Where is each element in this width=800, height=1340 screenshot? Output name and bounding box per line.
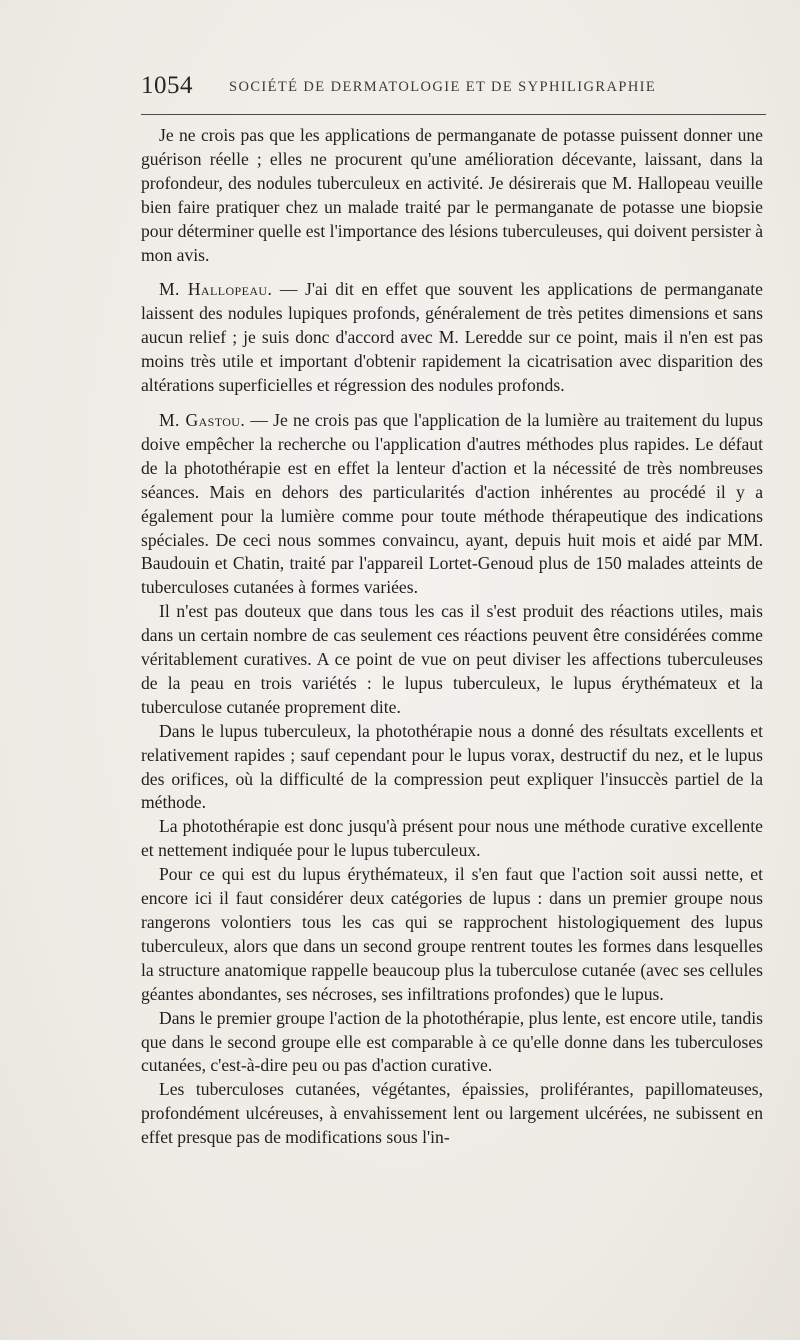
paragraph-text: Il n'est pas douteux que dans tous les cas il s'est produit des réactions utiles, mais dans un certain nombre de cas seulement ces réactions peuvent être considérées comme véritablement curatives. A ce point de vue on peut diviser les affections tuberculeuses de la peau en trois variétés : le lupus tuberculeux, le lupus érythémateux et la tuberculose cutanée proprement dite. (141, 601, 763, 717)
speaker-name: M. Hallopeau. (159, 279, 273, 300)
paragraph (141, 720, 763, 816)
paragraph (141, 1007, 763, 1079)
paragraph (141, 815, 763, 863)
running-head: SOCIÉTÉ DE DERMATOLOGIE ET DE SYPHILIGRAPHIE (229, 79, 657, 95)
paragraph (141, 1078, 763, 1150)
body-text (141, 124, 763, 1150)
header-rule (141, 114, 766, 115)
paragraph-text: La photothérapie est donc jusqu'à présent pour nous une méthode curative excellente et nettement indiquée pour le lupus tuberculeux. (141, 816, 763, 861)
paragraph-text: Dans le premier groupe l'action de la photothérapie, plus lente, est encore utile, tandis que dans le second groupe elle est comparable à ce qu'elle donne dans les tuberculoses cutanées, c'est-à-dire peu ou pas d'action curative. (141, 1007, 763, 1076)
paragraph-text: — Je ne crois pas que l'application de la lumière au traitement du lupus doive empêcher la recherche ou l'application d'autres méthodes plus rapides. Le défaut de la photothérapie est en effet la lenteur d'action et la nécessité de très nombreuses séances. Mais en dehors des particularités d'action inhérentes au procédé il y a également pour la lumière comme pour toute méthode thérapeutique des indications spéciales. De ceci nous sommes convaincu, ayant, depuis huit mois et aidé par MM. Baudouin et Chatin, traité par l'appareil Lortet-Genoud plus de 150 malades atteints de tuberculoses cutanées à formes variées. (141, 409, 763, 598)
paragraph-text: Dans le lupus tuberculeux, la photothérapie nous a donné des résultats excellents et relativement rapides ; sauf cependant pour le lupus vorax, destructif du nez, et le lupus des orifices, où la difficulté de la compression peut expliquer l'insuccès partiel de la méthode. (141, 720, 763, 813)
paragraph-text: Pour ce qui est du lupus érythémateux, il s'en faut que l'action soit aussi nette, et encore ici il faut considérer deux catégories de lupus : dans un premier groupe nous rangerons volontiers tous les cas qui se rapprochent histologiquement des lupus tuberculeux, alors que dans un second groupe rentrent toutes les formes dans lesquelles la structure anatomique rappelle beaucoup plus la tuberculose cutanée (avec ses cellules géantes abondantes, ses nécroses, ses infiltrations profondes) que le lupus. (141, 864, 763, 1004)
paragraph (141, 124, 763, 267)
paragraph-text: — J'ai dit en effet que souvent les applications de permanganate laissent des nodules lupiques profonds, généralement de très petites dimensions et sans aucun relief ; je suis donc d'accord avec M. Leredde sur ce point, mais il n'en est pas moins très utile et important d'obtenir rapidement la cicatrisation avec disparition des altérations superficielles et régression des nodules profonds. (141, 279, 763, 396)
paragraph (141, 600, 763, 720)
paragraph (141, 278, 763, 398)
paragraph-text: Les tuberculoses cutanées, végétantes, épaissies, proliférantes, papillomateuses, profondément ulcéreuses, à envahissement lent ou largement ulcérées, ne subissent en effet presque pas de modifications sous l'in- (141, 1079, 763, 1148)
page-header (141, 70, 761, 106)
paragraph (141, 863, 763, 1006)
speaker-name: M. Gastou. (159, 409, 246, 430)
paragraph (141, 409, 763, 600)
paragraph-text: Je ne crois pas que les applications de permanganate de potasse puissent donner une guérison réelle ; elles ne procurent qu'une amélioration décevante, laissant, dans la profondeur, des nodules tuberculeux en activité. Je désirerais que M. Hallopeau veuille bien faire pratiquer chez un malade traité par le permanganate de potasse une biopsie pour déterminer quelle est l'importance des lésions tuberculeuses, qui doivent persister à mon avis. (141, 125, 763, 265)
page-number: 1054 (141, 72, 193, 99)
